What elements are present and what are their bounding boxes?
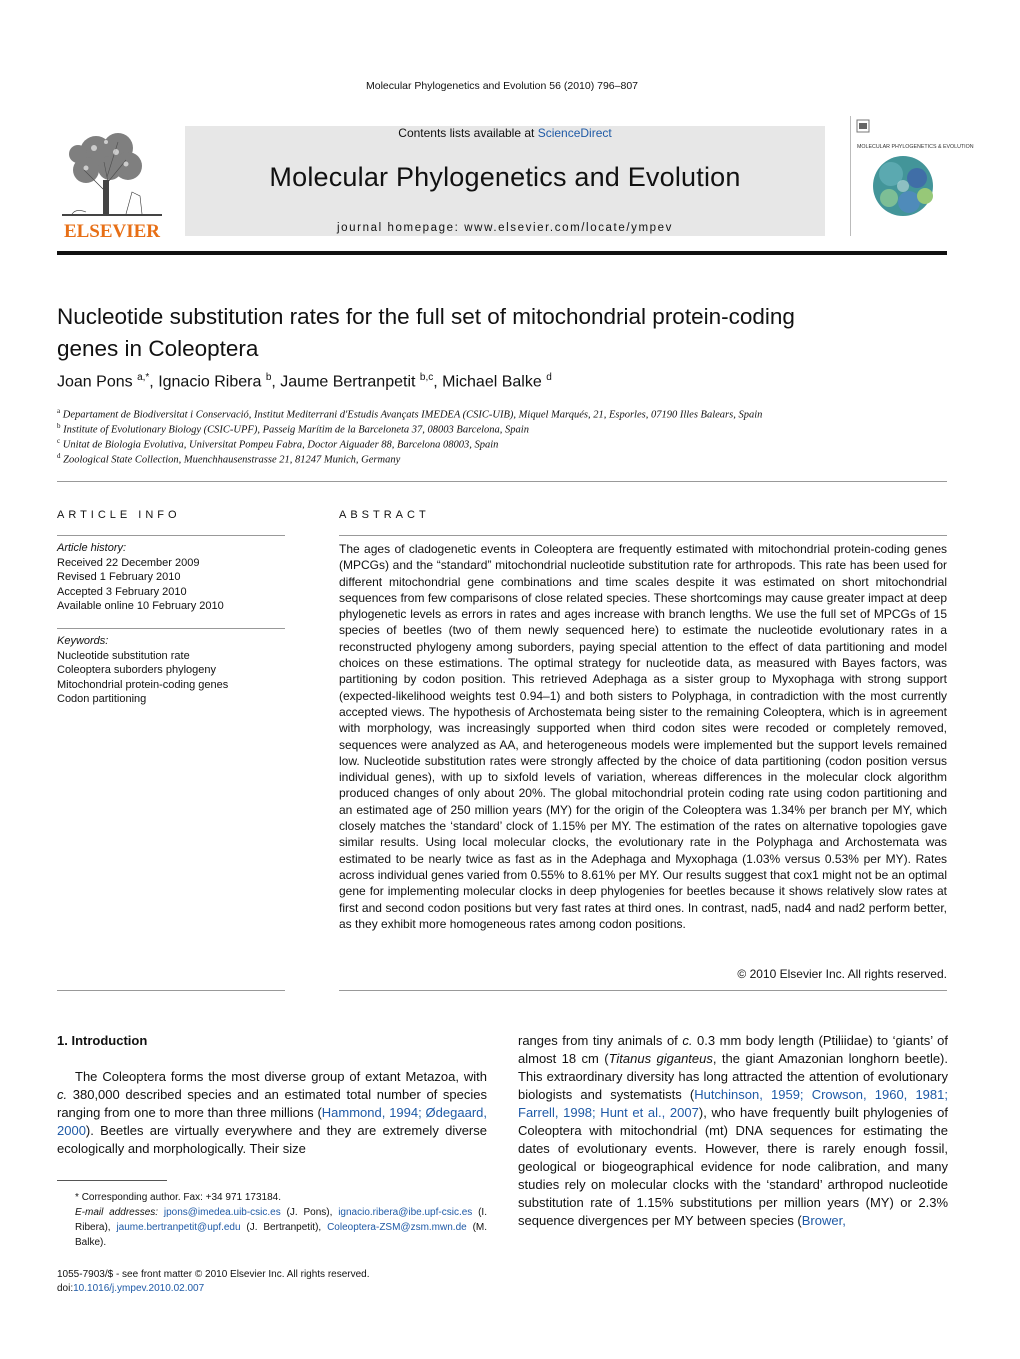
author-affil-mark[interactable]: b [265, 372, 272, 383]
journal-cover [850, 116, 974, 236]
journal-citation: Molecular Phylogenetics and Evolution 56 (2010) 796–807 [365, 80, 638, 92]
contents-prefix: Contents lists available at [398, 126, 538, 140]
affiliation [57, 422, 529, 436]
history-item: Accepted 3 February 2010 [57, 585, 187, 598]
email-owner: (I. Ribera), [75, 1207, 487, 1233]
intro-text: 380,000 described species and an estimated total number of species ranging from one to more than three millions ( [57, 1087, 487, 1120]
divider [57, 481, 947, 482]
citation-link[interactable]: Hutchinson, 1959; Crowson, 1960, 1981; Farrell, 1998; Hunt et al., 2007 [518, 1087, 948, 1120]
author-name[interactable]: Michael Balke [442, 373, 542, 391]
keyword-item: Codon partitioning [57, 693, 147, 705]
affiliation-mark: c [57, 437, 61, 445]
author-name[interactable]: Joan Pons [57, 373, 133, 391]
journal-cover-icon [851, 116, 974, 236]
intro-text: ranges from tiny animals of [518, 1033, 683, 1048]
history-item: Available online 10 February 2010 [57, 600, 224, 612]
affiliation-mark: a [57, 407, 61, 415]
journal-banner [185, 126, 825, 236]
species-name: Titanus giganteus [608, 1051, 713, 1066]
doi-label: doi: [57, 1283, 74, 1294]
divider [339, 535, 947, 536]
intro-text: , the giant Amazonian longhorn beetle). This extraordinary diversity has long attracted the attention of evolutionary biologists and systematists ( [518, 1051, 948, 1102]
affiliation [57, 437, 498, 451]
article-info-heading: ARTICLE INFO [57, 509, 181, 521]
citation-link[interactable]: Hammond, 1994; Ødegaard, 2000 [57, 1105, 487, 1138]
email-link[interactable]: Coleoptera-ZSM@zsm.mwn.de [327, 1222, 467, 1233]
email-label: E-mail addresses: [75, 1207, 159, 1218]
affiliation-text: Unitat de Biologia Evolutiva, Universitat Pompeu Fabra, Doctor Aiguader 88, Barcelona 08003, Spain [62, 439, 499, 451]
divider [57, 628, 285, 629]
affiliation-mark: b [57, 422, 61, 430]
intro-text: 0.3 mm body length (Ptiliidae) to ‘giants’ of almost 18 cm ( [518, 1033, 948, 1066]
affiliation-text: Departament de Biodiversitat i Conservació, Institut Mediterrani d'Estudis Avançats IMEDEA (CSIC-UIB), Miquel Marqués, 21, Esporles, 07190 Illes Balears, Spain [62, 409, 763, 421]
issn-line: 1055-7903/$ - see front matter © 2010 Elsevier Inc. All rights reserved. [57, 1269, 370, 1280]
contents-line [185, 126, 825, 140]
abstract-heading: ABSTRACT [339, 509, 430, 521]
intro-paragraph [57, 1068, 487, 1158]
keywords-label: Keywords: [57, 635, 109, 647]
article-title-line1: Nucleotide substitution rates for the full set of mitochondrial protein-coding [57, 304, 795, 329]
keyword-item: Nucleotide substitution rate [57, 649, 190, 662]
email-link[interactable]: ignacio.ribera@ibe.upf-csic.es [338, 1207, 473, 1218]
journal-title: Molecular Phylogenetics and Evolution [269, 162, 741, 192]
footnote-divider [57, 1180, 167, 1181]
history-label: Article history: [57, 542, 127, 554]
elsevier-tree-icon [56, 122, 168, 240]
elsevier-wordmark: ELSEVIER [63, 221, 161, 242]
author-affil-mark[interactable]: d [546, 372, 552, 383]
abstract-copyright: © 2010 Elsevier Inc. All rights reserved. [737, 967, 947, 981]
email-owner: (M. Balke). [75, 1222, 488, 1248]
affiliation-text: Institute of Evolutionary Biology (CSIC-UPF), Passeig Marítim de la Barceloneta 37, 08003 Barcelona, Spain [63, 424, 529, 436]
history-item: Revised 1 February 2010 [57, 571, 181, 583]
email-owner: (J. Pons), [280, 1207, 339, 1218]
author-name[interactable]: Ignacio Ribera [158, 373, 262, 391]
author-affil-mark[interactable]: b,c [419, 372, 434, 383]
section-heading-introduction: 1. Introduction [57, 1033, 148, 1048]
keyword-item: Coleoptera suborders phylogeny [57, 664, 216, 676]
affiliation [57, 452, 400, 466]
affiliation-text: Zoological State Collection, Muenchhausenstrasse 21, 81247 Munich, Germany [63, 454, 401, 466]
email-link[interactable]: jpons@imedea.uib-csic.es [163, 1207, 281, 1218]
author-affil-mark[interactable]: a,* [137, 372, 150, 383]
intro-text: c. [682, 1033, 693, 1048]
header-rule [57, 251, 947, 255]
cover-title: MOLECULAR PHYLOGENETICS & EVOLUTION [857, 144, 974, 150]
citation-link[interactable]: Brower, [801, 1213, 846, 1228]
corresponding-author-note: Corresponding author. Fax: +34 971 173184. [81, 1192, 281, 1203]
intro-paragraph [518, 1032, 948, 1230]
intro-text: ). Beetles are virtually everywhere and they are extremely diverse ecologically and morphologically. Their size [57, 1123, 487, 1156]
affiliation [57, 407, 762, 421]
front-matter [57, 1268, 370, 1296]
journal-homepage[interactable]: journal homepage: www.elsevier.com/locate/ympev [337, 222, 673, 234]
article-title [57, 301, 937, 365]
intro-text: The Coleoptera forms the most diverse group of extant Metazoa, with [75, 1069, 487, 1084]
keywords [57, 634, 228, 707]
divider [57, 990, 285, 991]
history-item: Received 22 December 2009 [57, 556, 200, 569]
intro-text: ), who have frequently built phylogenies of Coleoptera with mitochondrial (mt) DNA sequences for estimating the dates of evolutionary events. However, there is rarely enough fossil, geological or biogeographical evidence for node calibration, and many studies rely on molecular clocks with the ‘standard’ arthropod nucleotide substitution rate of 1.15% substitutions per million years (MY) or 2.3% sequence divergences per MY between species ( [518, 1105, 948, 1228]
author-list: Joan Pons $^{a,*}$, Ignacio Ribera $^b$, Jaume Bertranpetit $^{b,c}$, Michael Balke $^d$ [57, 372, 552, 391]
divider [339, 990, 947, 991]
footnote-star: * [75, 1192, 79, 1203]
divider [57, 535, 285, 536]
footnotes [57, 1190, 487, 1250]
article-title-line2: genes in Coleoptera [57, 336, 259, 361]
affiliation-mark: d [57, 452, 61, 460]
doi-link[interactable]: 10.1016/j.ympev.2010.02.007 [73, 1283, 205, 1294]
keyword-item: Mitochondrial protein-coding genes [57, 678, 229, 691]
author-name[interactable]: Jaume Bertranpetit [280, 373, 416, 391]
abstract-text: The ages of cladogenetic events in Coleoptera are frequently estimated with mitochondrial protein-coding genes (MPCGs) and the “standard” mitochondrial nucleotide substitution rate for arthropods. This rate has been used for different mitochondrial gene combinations and time scales despite it was estimated on short mitochondrial sequences from few comparisons of close related species. These shortcomings may cause greater impact at deep phylogenetic levels as errors in rates and ages increase with branch lengths. We use the full set of MPCGs of 15 species of beetles (two of them newly sequenced here) to estimate the nucleotide evolutionary rates in a reconstructed phylogeny among suborders, paying special attention to the effect of data partitioning and model choices on these estimations. The optimal strategy for nucleotide data, as measured with Bayes factors, was partitioning by codon position. This retrieved Adephaga as a sister group to Myxophaga with strong support (expected-likelihood weights test 0.94–1) and both sisters to Polyphaga, in contradiction with the most currently accepted views. The hypothesis of Archostemata being sister to the remaining Coleoptera, which is in agreement with morphology, was increasingly supported when third codon sites were recoded or completely removed, sequences were analyzed as AA, and heterogeneous models were implemented but the support levels remained low. Nucleotide substitution rates were strongly affected by the choice of data partitioning (codon position versus individual genes), with up to sixfold levels of variation, whereas differences in the molecular clock algorithm produced changes of only about 20%. The global mitochondrial protein coding rate using codon partitioning and an estimated age of 250 million years (MY) for the origin of the Coleoptera was 1.34% per branch per MY, which closely matches the ‘standard’ clock of 1.15% per MY. The estimation of the rates on alternative topologies gave similar results. Using local molecular clocks, the evolutionary rate in the Polyphaga and Archostemata was estimated to be nearly twice as fast as in the Adephaga and Myxophaga (1.03% versus 0.53% per MY). Rates across individual genes varied from 0.55% to 8.61% per MY. Our results suggest that cox1 might not be an optimal gene for implementing molecular clocks in deep phylogenies for beetles because it shows relatively slow rates at first and second codon positions but very fast rates at third ones. In contrast, nad5, nad4 and nad2 perform better, as they exhibit more homogeneous rates among codon positions. [339, 542, 947, 931]
intro-text: c. [57, 1087, 68, 1102]
elsevier-logo [56, 122, 168, 240]
email-owner: (J. Bertranpetit), [240, 1222, 328, 1233]
sciencedirect-link[interactable]: ScienceDirect [537, 126, 612, 140]
email-link[interactable]: jaume.bertranpetit@upf.edu [116, 1222, 241, 1233]
article-history [57, 541, 224, 614]
